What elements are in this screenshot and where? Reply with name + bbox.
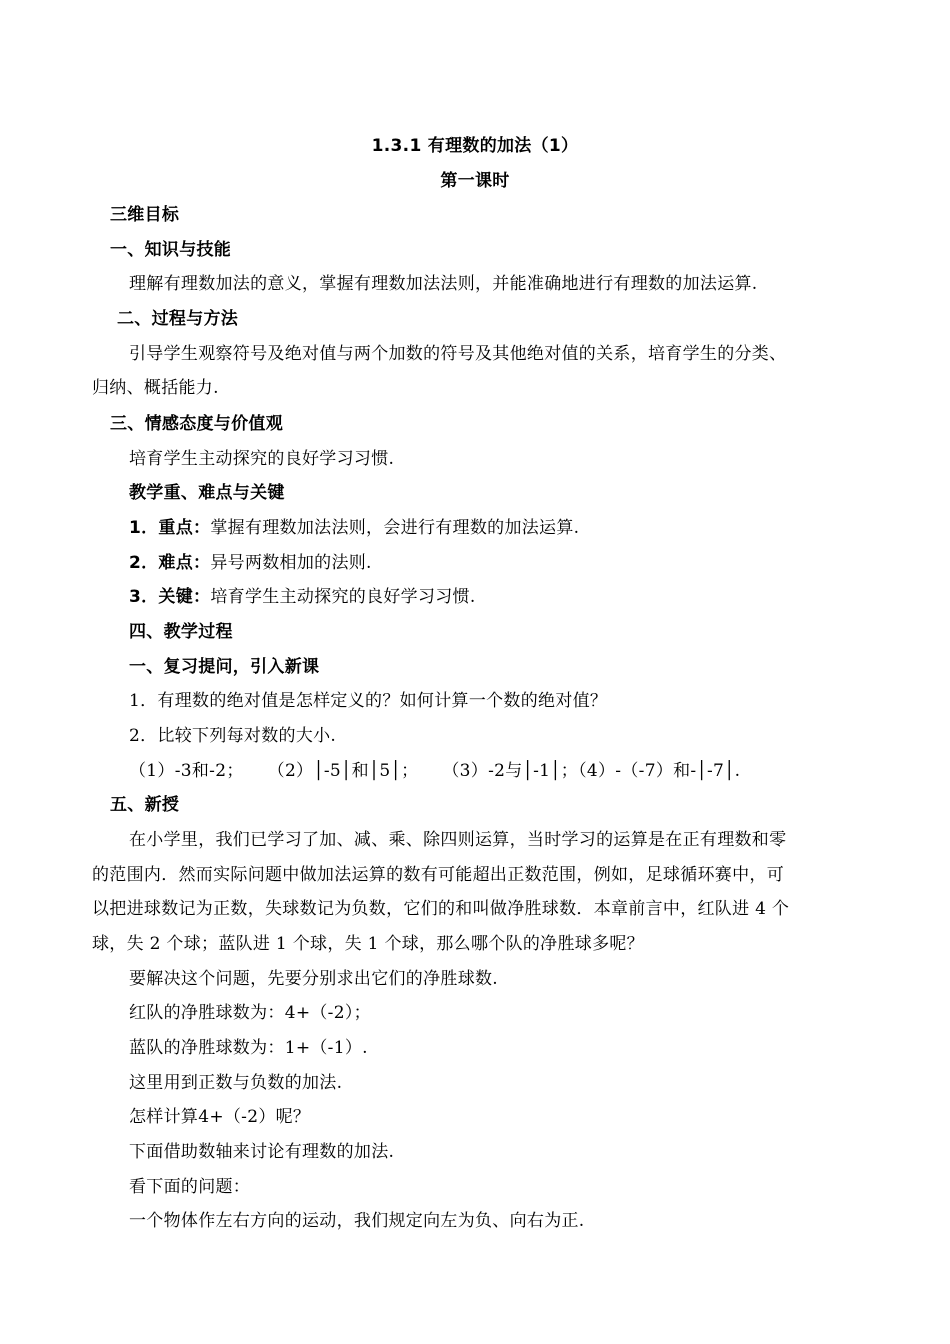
- key-point-3-label: 3．关键：: [129, 587, 211, 607]
- key-point-3-text: 培育学生主动探究的良好学习习惯.: [210, 587, 476, 607]
- new-paragraph-1-line-1: 在小学里，我们已学习了加、减、乘、除四则运算，当时学习的运算是在正有理数和零: [129, 830, 787, 850]
- compare-row: [129, 760, 740, 782]
- goals-heading: 三维目标: [110, 205, 180, 225]
- knowledge-heading: 一、知识与技能: [110, 240, 232, 260]
- new-heading: 五、新授: [110, 795, 180, 815]
- key-point-1-text: 掌握有理数加法法则，会进行有理数的加法运算.: [210, 518, 580, 538]
- document-title: 1.3.1 有理数的加法（1）: [371, 136, 579, 156]
- compare-item-1: （1）-3和-2；: [129, 761, 244, 781]
- review-question-1: 1．有理数的绝对值是怎样定义的？如何计算一个数的绝对值？: [129, 691, 608, 711]
- compare-item-3: （3）-2与│-1│；: [442, 761, 579, 781]
- key-point-2: [129, 552, 372, 574]
- process-text-1: 引导学生观察符号及绝对值与两个加数的符号及其他绝对值的关系，培育学生的分类、: [129, 344, 787, 364]
- new-paragraph-3: 红队的净胜球数为：4+（-2）；: [129, 1003, 371, 1023]
- new-paragraph-4: 蓝队的净胜球数为：1+（-1）.: [129, 1038, 368, 1058]
- new-paragraph-2: 要解决这个问题，先要分别求出它们的净胜球数.: [129, 969, 499, 989]
- new-paragraph-8: 看下面的问题：: [129, 1177, 251, 1197]
- teaching-heading: 四、教学过程: [129, 622, 233, 642]
- new-paragraph-1-line-2: 的范围内．然而实际问题中做加法运算的数有可能超出正数范围，例如，足球循环赛中，可: [92, 865, 784, 885]
- document-subtitle: 第一课时: [440, 171, 510, 191]
- emotion-heading: 三、情感态度与价值观: [110, 414, 283, 434]
- key-point-2-text: 异号两数相加的法则.: [210, 553, 372, 573]
- new-paragraph-1-line-3: 以把进球数记为正数，失球数记为负数，它们的和叫做净胜球数．本章前言中，红队进 4 个: [92, 899, 790, 919]
- key-point-1-label: 1．重点：: [129, 518, 211, 538]
- new-paragraph-7: 下面借助数轴来讨论有理数的加法.: [129, 1142, 395, 1162]
- review-heading: 一、复习提问，引入新课: [129, 657, 320, 677]
- compare-item-2: （2）│-5│和│5│；: [267, 761, 419, 781]
- new-paragraph-1-line-4: 球，失 2 个球；蓝队进 1 个球，失 1 个球，那么哪个队的净胜球多呢？: [92, 934, 644, 954]
- new-paragraph-5: 这里用到正数与负数的加法.: [129, 1073, 343, 1093]
- compare-item-4: （4）-（-7）和-│-7│.: [578, 761, 741, 781]
- process-text-2: 归纳、概括能力.: [92, 378, 219, 398]
- process-heading: 二、过程与方法: [117, 309, 239, 329]
- key-heading: 教学重、难点与关键: [129, 483, 285, 503]
- knowledge-text: 理解有理数加法的意义，掌握有理数加法法则，并能准确地进行有理数的加法运算.: [129, 274, 758, 294]
- key-point-3: [129, 586, 476, 608]
- review-question-2: 2．比较下列每对数的大小.: [129, 726, 337, 746]
- emotion-text: 培育学生主动探究的良好学习习惯.: [129, 449, 395, 469]
- new-paragraph-9: 一个物体作左右方向的运动，我们规定向左为负、向右为正.: [129, 1211, 585, 1231]
- key-point-2-label: 2．难点：: [129, 553, 211, 573]
- key-point-1: [129, 517, 579, 539]
- new-paragraph-6: 怎样计算4+（-2）呢？: [129, 1107, 311, 1127]
